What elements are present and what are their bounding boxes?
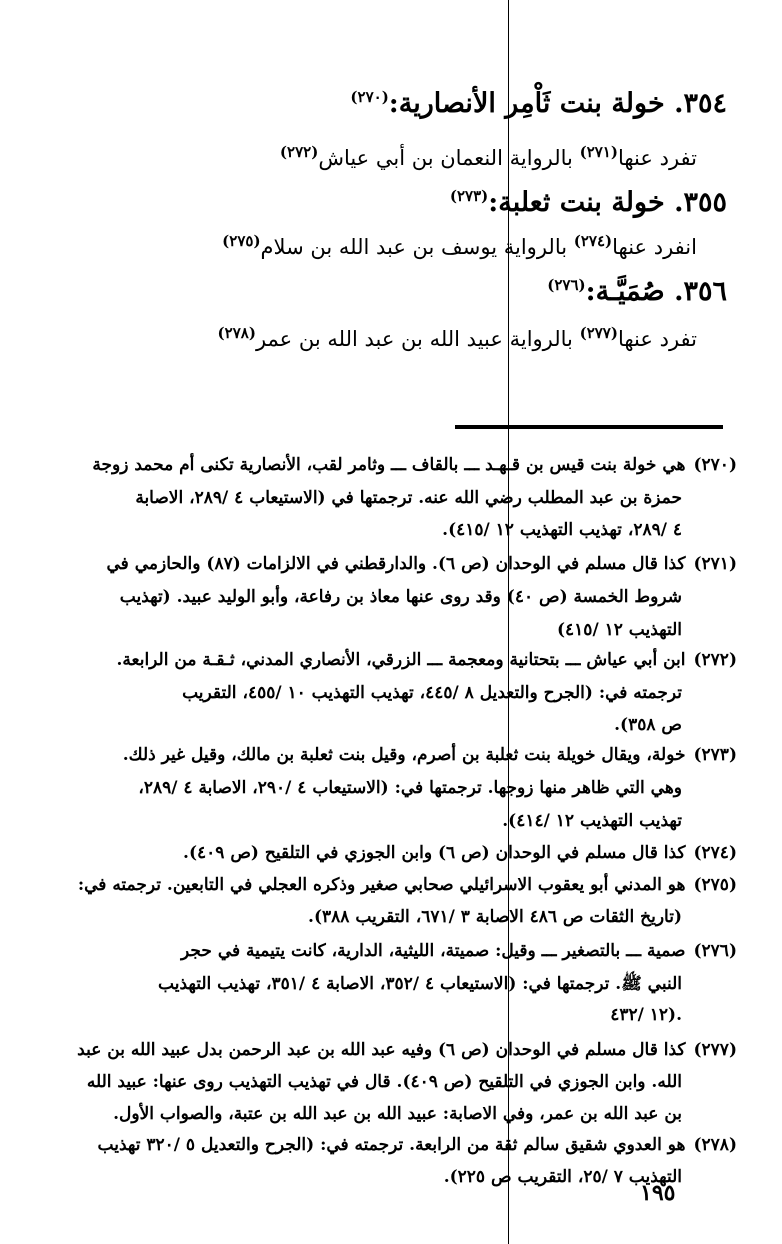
footnote-ref: (٢٧١)	[579, 143, 618, 161]
footnote-line: ص ٣٥٨).	[614, 715, 682, 735]
footnote-ref: (٢٧٦)	[547, 276, 586, 294]
entry-title: خولة بنت ثَاْمِر الأنصارية:	[388, 88, 665, 119]
footnote-ref: (٢٧٠)	[350, 88, 389, 106]
footnote-line: التهذيب ٧ /٢٥، التقريب ص ٢٢٥).	[443, 1167, 682, 1187]
entry-body: تفرد عنها$^{(٢٧٧)}$ بالرواية عبيد الله بن عبد الله بن عمر$^{(٢٧٨)}$	[217, 324, 697, 351]
footnote-ref: (٢٧٣)	[449, 187, 489, 205]
footnote-number: (٢٧٣)	[693, 745, 737, 765]
footnote-line: تهذيب التهذيب ١٢ /٤١٤).	[502, 811, 682, 831]
footnote-line: (٢٧١)كذا قال مسلم في الوحدان (ص ٦). والدارقطني في الالزامات (٨٧) والحازمي في	[106, 554, 737, 574]
footnote-ref: (٢٧٧)	[579, 324, 618, 342]
footnote-number: (٢٧٤)	[693, 843, 737, 863]
footnote-line: (٢٧٥)هو المدني أبو يعقوب الاسرائيلي صحابي صغير وذكره العجلي في التابعين. ترجمته في:	[77, 875, 737, 895]
footnote-line: (٢٧٢)ابن أبي عياش ـــ بتحتانية ومعجمة ـــ الزرقي، الأنصاري المدني، ثـقـة من الرابعة.	[116, 650, 737, 670]
entry-body: تفرد عنها$^{(٢٧١)}$ بالرواية النعمان بن أبي عياش$^{(٢٧٢)}$	[279, 143, 697, 170]
footnote-line: ١٢ /٤٣٢).	[610, 1005, 682, 1025]
footnote-line: (٢٧٠)هي خولة بنت قيس بن قـهـد ـــ بالقاف ـــ وثامر لقب، الأنصارية تكنى أم محمد زوجة	[92, 455, 737, 475]
footnote-line: شروط الخمسة (ص ٤٠) وقد روى عنها معاذ بن رفاعة، وأبو الوليد عبيد. (تهذيب	[119, 587, 682, 607]
footnote-number: (٢٧٧)	[693, 1040, 737, 1060]
footnote-ref: (٢٧٤)	[573, 232, 613, 250]
footnote-number: (٢٧٨)	[693, 1135, 737, 1155]
footnote-ref: (٢٧٨)	[217, 324, 256, 342]
footnote-line: ترجمته في: (الجرح والتعديل ٨ /٤٤٥، تهذيب التهذيب ١٠ /٤٥٥، التقريب	[182, 683, 682, 703]
footnote-line: (٢٧٧)كذا قال مسلم في الوحدان (ص ٦) وفيه عبد الله بن عبد الرحمن بدل عبيد الله بن عبد	[77, 1040, 737, 1060]
entry-heading	[350, 88, 727, 119]
footnote-line: (٢٧٨)هو العدوي شقيق سالم ثقة من الرابعة. ترجمته في: (الجرح والتعديل ٥ /٣٢٠ تهذيب	[97, 1135, 737, 1155]
footnote-line: حمزة بن عبد المطلب رضي الله عنه. ترجمتها في (الاستيعاب ٤ /٢٨٩، الاصابة	[135, 488, 682, 508]
footnote-line: (٢٧٤)كذا قال مسلم في الوحدان (ص ٦) وابن الجوزي في التلقيح (ص ٤٠٩).	[183, 843, 737, 863]
entry-body: انفرد عنها$^{(٢٧٤)}$ بالرواية يوسف بن عبد الله بن سلام$^{(٢٧٥)}$	[222, 232, 697, 259]
footnote-ref: (٢٧٢)	[279, 143, 319, 161]
footnote-ref: (٢٧٥)	[222, 232, 261, 250]
entry-title: صُمَيَّـة:	[585, 276, 665, 307]
entry-number: ٣٥٦.	[674, 276, 727, 307]
entry-heading	[547, 276, 727, 307]
footnote-line: بن عبد الله بن عمر، وفي الاصابة: عبيد الله بن عبد الله بن عتبة، والصواب الأول.	[113, 1104, 682, 1124]
entry-heading	[450, 187, 727, 218]
footnote-number: (٢٧٦)	[693, 941, 737, 961]
footnote-number: (٢٧٥)	[693, 875, 737, 895]
footnote-line: النبي ﷺ. ترجمتها في: (الاستيعاب ٤ /٣٥٢، الاصابة ٤ /٣٥١، تهذيب التهذيب	[158, 974, 682, 994]
footnote-number: (٢٧٠)	[693, 455, 737, 475]
footnote-line: (٢٧٦)صمية ـــ بالتصغير ـــ وقيل: صميتة، الليثية، الدارية، كانت يتيمية في حجر	[181, 941, 737, 961]
footnote-line: ٤ /٢٨٩، تهذيب التهذيب ١٢ /٤١٥).	[442, 520, 682, 540]
footnote-number: (٢٧٢)	[693, 650, 737, 670]
footnote-line: (تاريخ الثقات ص ٤٨٦ الاصابة ٣ /٦٧١، التقريب ٣٨٨).	[308, 907, 682, 927]
entry-number: ٣٥٥.	[674, 187, 727, 218]
footnote-line: (٢٧٣)خولة، ويقال خويلة بنت ثعلبة بن أصرم، وقيل بنت ثعلبة بن مالك، وقيل غير ذلك.	[122, 745, 737, 765]
page-number: ١٩٥	[640, 1180, 676, 1206]
footnote-line: الله. وابن الجوزي في التلقيح (ص ٤٠٩). قال في تهذيب التهذيب روى عنها: عبيد الله	[86, 1072, 682, 1092]
footnote-line: وهي التي ظاهر منها زوجها. ترجمتها في: (الاستيعاب ٤ /٢٩٠، الاصابة ٤ /٢٨٩،	[138, 778, 682, 798]
footnote-number: (٢٧١)	[693, 554, 737, 574]
footnote-line: التهذيب ١٢ /٤١٥)	[557, 620, 682, 640]
footnote-separator	[455, 425, 723, 429]
entry-number: ٣٥٤.	[674, 88, 727, 119]
entry-title: خولة بنت ثعلبة:	[488, 187, 665, 218]
